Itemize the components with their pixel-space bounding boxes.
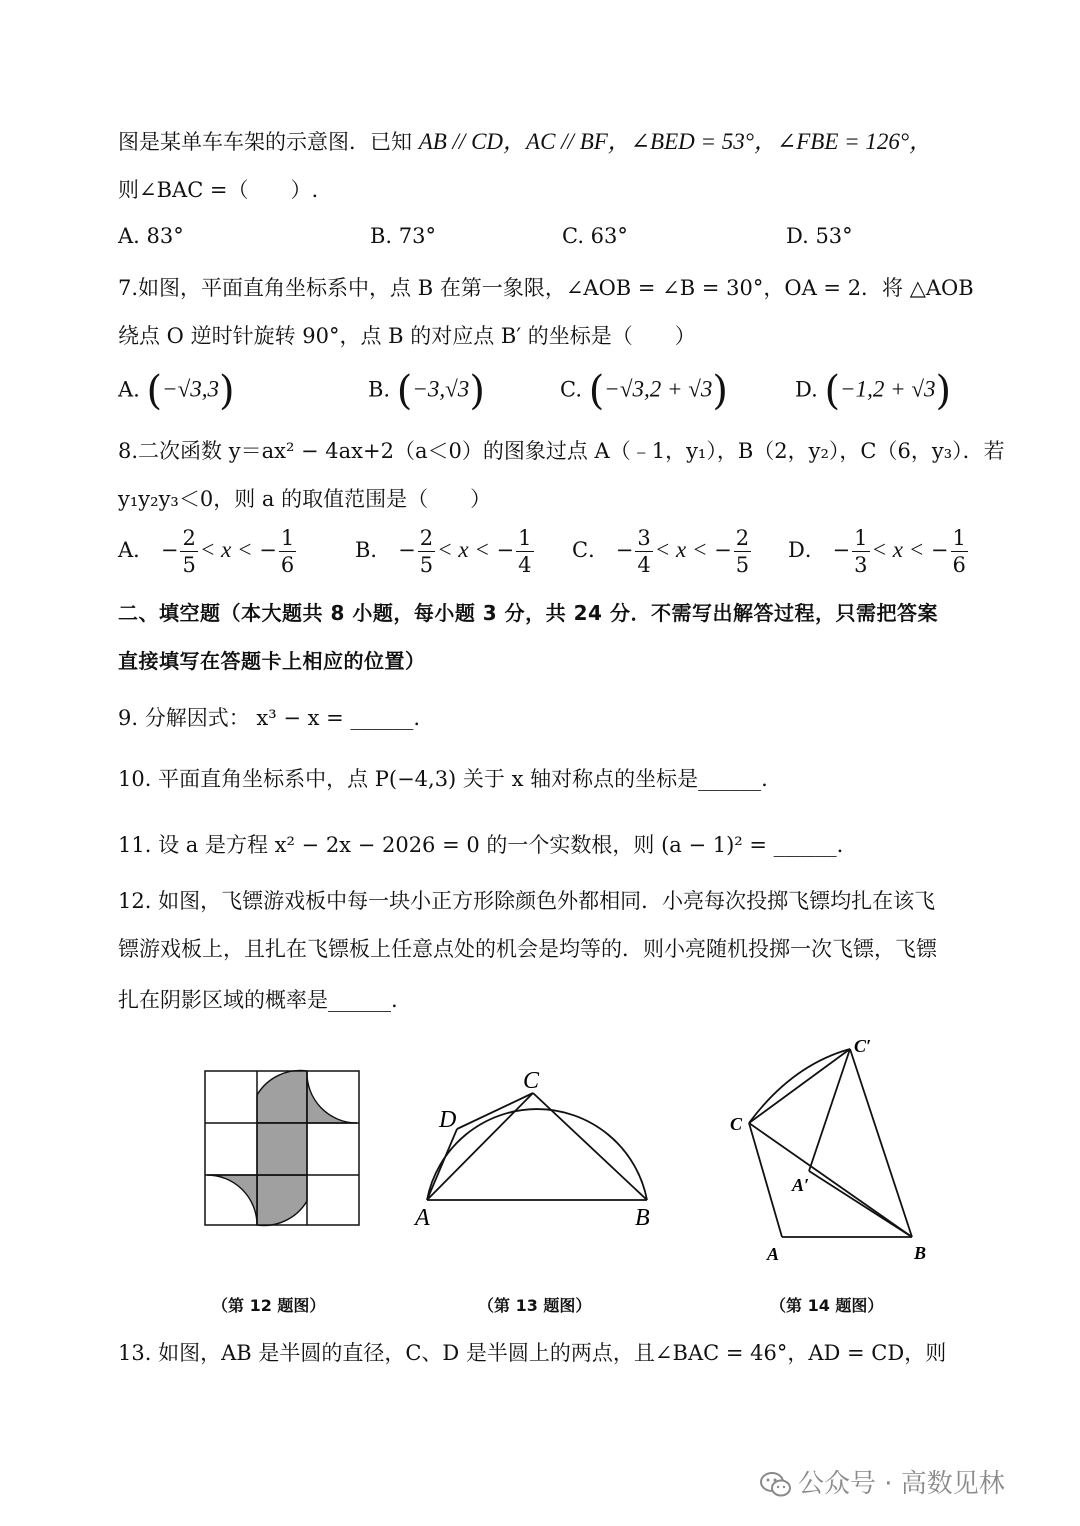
- q13-line1: 13. 如图，AB 是半圆的直径，C、D 是半圆上的两点，且∠BAC = 46°，AD = CD，则: [118, 1341, 947, 1365]
- segment-a-prime-b: [809, 1171, 912, 1237]
- caption-fig13: （第 13 题图）: [478, 1296, 592, 1315]
- q6-option-a: A. 83°: [118, 224, 184, 248]
- figure-12-dartboard: [200, 1068, 365, 1230]
- caption-fig14: （第 14 题图）: [770, 1296, 884, 1315]
- figure-13-semicircle: [405, 1060, 670, 1235]
- label-c: C: [523, 1068, 540, 1094]
- q7-line1: 7.如图，平面直角坐标系中，点 B 在第一象限，∠AOB = ∠B = 30°，OA = 2．将 △AOB: [118, 276, 974, 300]
- section2-heading-line2: 直接填写在答题卡上相应的位置）: [118, 649, 426, 673]
- shaded-region-upper: [257, 1071, 307, 1123]
- q8-option-a: A． − $\frac{2}{5}$ < x < − $\frac{1}{6}$: [118, 526, 295, 577]
- label-a-prime: A′: [792, 1175, 810, 1195]
- q6-option-c: C. 63°: [562, 224, 628, 248]
- q7-line2: 绕点 O 逆时针旋转 90°，点 B 的对应点 B′ 的坐标是（ ）: [118, 324, 696, 348]
- q7-option-c: C. (−√3,2 + √3): [560, 368, 728, 414]
- label-a: A: [415, 1205, 430, 1231]
- segment-ca: [749, 1123, 782, 1237]
- watermark: [760, 1463, 1005, 1500]
- q12-line2: 镖游戏板上，且扎在飞镖板上任意点处的机会是均等的．则小亮随机投掷一次飞镖，飞镖: [118, 937, 937, 961]
- wechat-icon: [760, 1471, 792, 1499]
- watermark-text: 公众号 · 高数见林: [798, 1469, 1005, 1499]
- segment-dc: [457, 1093, 533, 1129]
- shaded-region-upper-right: [307, 1071, 357, 1123]
- q6-option-b: B. 73°: [370, 224, 437, 248]
- shaded-region-lower-left: [207, 1175, 257, 1225]
- q12-line3: 扎在阴影区域的概率是______.: [118, 988, 398, 1012]
- shaded-region-lower: [257, 1175, 307, 1225]
- q8-option-c: C． − $\frac{3}{4}$ < x < − $\frac{2}{5}$: [572, 526, 750, 577]
- segment-cc-prime: [749, 1049, 850, 1123]
- q6-line1: 图是某单车车架的示意图．已知 AB // CD，AC // BF，∠BED = 53°，∠FBE = 126°，: [118, 129, 933, 154]
- label-c: C: [730, 1114, 743, 1134]
- segment-cb: [533, 1093, 647, 1200]
- q6-line2: 则∠BAC =（ ）.: [118, 178, 319, 202]
- caption-fig12: （第 12 题图）: [212, 1296, 326, 1315]
- semicircle-arc: [427, 1109, 647, 1200]
- figure-14-rotation: [722, 1030, 937, 1265]
- q7-option-b: B. (−3,√3): [368, 368, 485, 414]
- q8-option-b: B． − $\frac{2}{5}$ < x < − $\frac{1}{4}$: [355, 526, 532, 577]
- label-c-prime: C′: [854, 1036, 872, 1056]
- q8-option-d: D． − $\frac{1}{3}$ < x < − $\frac{1}{6}$: [788, 526, 966, 577]
- label-b: B: [914, 1243, 927, 1263]
- segment-c-prime-a-prime: [809, 1049, 850, 1171]
- label-b: B: [635, 1205, 650, 1231]
- q10: 10. 平面直角坐标系中，点 P(−4,3) 关于 x 轴对称点的坐标是______.: [118, 767, 768, 791]
- segment-ad: [427, 1129, 457, 1200]
- label-d: D: [439, 1107, 457, 1133]
- segment-cb: [749, 1123, 912, 1237]
- section2-heading-line1: 二、填空题（本大题共 8 小题，每小题 3 分，共 24 分．不需写出解答过程，只需把答案: [118, 601, 938, 625]
- q9: 9. 分解因式： x³ − x = ______.: [118, 706, 421, 730]
- segment-c-prime-b: [850, 1049, 912, 1237]
- q7-option-a: A. (−√3,3): [118, 368, 235, 414]
- q8-line1: 8.二次函数 y＝ax² − 4ax+2（a＜0）的图象过点 A（﹣1，y₁），B（2，y₂），C（6，y₃）．若: [118, 439, 1005, 463]
- q6-option-d: D. 53°: [786, 224, 853, 248]
- q11: 11. 设 a 是方程 x² − 2x − 2026 = 0 的一个实数根，则 (a − 1)² = ______.: [118, 833, 844, 857]
- label-a: A: [767, 1244, 780, 1264]
- q7-option-d: D. (−1,2 + √3): [795, 368, 952, 414]
- shaded-region-center: [257, 1123, 307, 1175]
- q12-line1: 12. 如图，飞镖游戏板中每一块小正方形除颜色外都相同．小亮每次投掷飞镖均扎在该飞: [118, 889, 936, 913]
- q8-line2: y₁y₂y₃＜0，则 a 的取值范围是（ ）: [118, 487, 492, 511]
